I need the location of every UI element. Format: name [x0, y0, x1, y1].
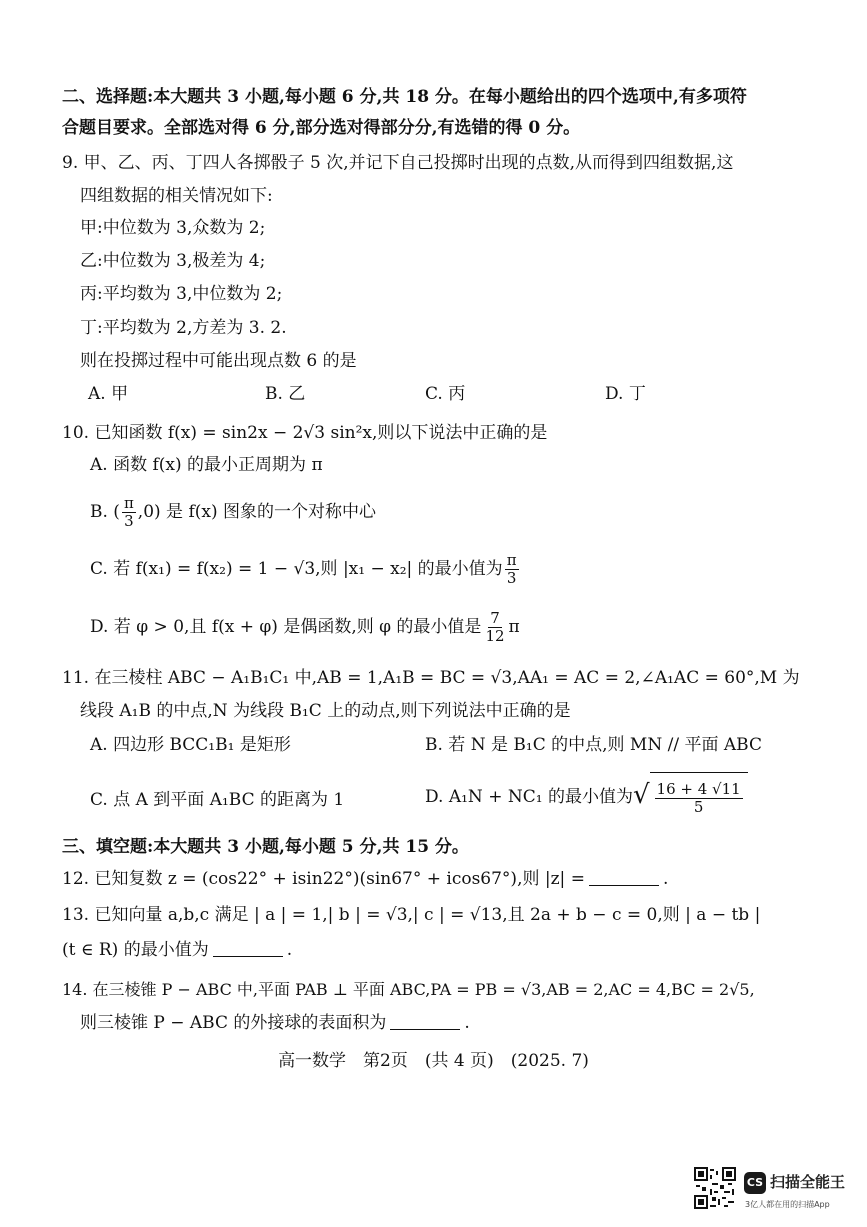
q11-option-d-radical [633, 772, 748, 823]
sqrt-content [650, 772, 748, 823]
q11-option-c: C. 点 A 到平面 A₁BC 的距离为 1 [90, 790, 345, 810]
sqrt-sign: √ [632, 780, 650, 810]
q9-stem-line-2: 四组数据的相关情况如下: [80, 186, 273, 206]
q10-option-c-fraction [505, 552, 519, 587]
q10-option-d [90, 607, 520, 647]
q10-option-a: A. 函数 f(x) 的最小正周期为 π [90, 455, 323, 475]
q9-option-a: A. 甲 [88, 384, 129, 404]
q14-text: 则三棱锥 P − ABC 的外接球的表面积为 [80, 1013, 387, 1033]
camscanner-name: 扫描全能王 [770, 1173, 846, 1191]
fraction-numerator: π [123, 494, 134, 512]
q10-option-b-prefix: B. ( [90, 502, 120, 522]
q13-stem-line-1: 13. 已知向量 a,b,c 满足 | a | = 1,| b | = √3,| c | = √13,且 2a + b − c = 0,则 | a − tb | [62, 905, 761, 925]
q14-stem-line-2 [80, 1010, 470, 1036]
q10-option-d-prefix: D. 若 φ > 0,且 f(x + φ) 是偶函数,则 φ 的最小值是 [90, 617, 482, 637]
q11-stem-line-1: 11. 在三棱柱 ABC − A₁B₁C₁ 中,AB = 1,A₁B = BC = √3,AA₁ = AC = 2,∠A₁AC = 60°,M 为 [62, 668, 800, 688]
fraction-numerator: π [506, 551, 517, 569]
q12-text: 12. 已知复数 z = (cos22° + isin22°)(sin67° + icos67°),则 |z| = [62, 869, 585, 889]
q13-text: (t ∈ R) 的最小值为 [62, 940, 209, 960]
q9-option-c: C. 丙 [425, 384, 466, 404]
q14-period: . [464, 1013, 470, 1033]
fraction-denominator: 3 [124, 512, 134, 530]
q12-period: . [662, 869, 669, 889]
q10-stem: 10. 已知函数 f(x) = sin2x − 2√3 sin²x,则以下说法中正确的是 [62, 423, 548, 443]
q13-answer-blank [213, 938, 283, 957]
q14-answer-blank [390, 1011, 460, 1030]
section-2-header-line-1: 二、选择题:本大题共 3 小题,每小题 6 分,共 18 分。在每小题给出的四个选项中,有多项符 [62, 87, 747, 107]
q10-option-b-suffix: ,0) 是 f(x) 图象的一个对称中心 [137, 502, 377, 522]
q9-condition-yi: 乙:中位数为 3,极差为 4; [80, 251, 266, 271]
camscanner-logo: CS [744, 1172, 766, 1194]
fraction-numerator: 16 + 4 √11 [656, 780, 741, 798]
q9-stem-line-1: 9. 甲、乙、丙、丁四人各掷骰子 5 次,并记下自己投掷时出现的点数,从而得到四组数据,这 [62, 153, 734, 173]
q13-period: . [286, 940, 293, 960]
qr-code-icon [694, 1167, 736, 1209]
q11-option-d [425, 772, 748, 823]
q11-option-d-prefix: D. A₁N + NC₁ 的最小值为 [425, 787, 633, 807]
q10-option-b [90, 492, 376, 532]
q9-option-b: B. 乙 [265, 384, 306, 404]
q9-condition-bing: 丙:平均数为 3,中位数为 2; [80, 284, 283, 304]
q9-condition-ding: 丁:平均数为 2,方差为 3. 2. [80, 318, 287, 338]
q9-condition-jia: 甲:中位数为 3,众数为 2; [80, 218, 266, 238]
camscanner-tagline: 3亿人都在用的扫描App [745, 1200, 830, 1209]
q11-stem-line-2: 线段 A₁B 的中点,N 为线段 B₁C 上的动点,则下列说法中正确的是 [80, 701, 571, 721]
q11-option-b: B. 若 N 是 B₁C 的中点,则 MN // 平面 ABC [425, 735, 762, 755]
q12-stem [62, 866, 668, 892]
q12-answer-blank [589, 867, 659, 886]
fraction-denominator: 5 [693, 798, 704, 816]
section-3-header: 三、填空题:本大题共 3 小题,每小题 5 分,共 15 分。 [62, 837, 469, 857]
q9-question: 则在投掷过程中可能出现点数 6 的是 [80, 351, 357, 371]
page-footer: 高一数学 第2页 (共 4 页) (2025. 7) [278, 1051, 589, 1071]
section-2-header-line-2: 合题目要求。全部选对得 6 分,部分选对得部分分,有选错的得 0 分。 [62, 118, 581, 138]
q10-option-c [90, 549, 521, 589]
q10-option-d-fraction [483, 610, 506, 645]
q10-option-c-prefix: C. 若 f(x₁) = f(x₂) = 1 − √3,则 |x₁ − x₂| 的最小值为 [90, 559, 503, 579]
q9-option-d: D. 丁 [605, 384, 646, 404]
q10-option-b-fraction [122, 495, 136, 530]
fraction-numerator: 7 [490, 609, 500, 627]
q10-option-d-suffix: π [508, 617, 520, 637]
fraction-denominator: 12 [485, 627, 505, 645]
fraction-denominator: 3 [506, 569, 517, 587]
q14-stem-line-1: 14. 在三棱锥 P − ABC 中,平面 PAB ⊥ 平面 ABC,PA = PB = √3,AB = 2,AC = 4,BC = 2√5, [62, 980, 755, 999]
q11-option-d-fraction [655, 781, 743, 816]
q13-stem-line-2 [62, 937, 292, 963]
q11-option-a: A. 四边形 BCC₁B₁ 是矩形 [90, 735, 291, 755]
